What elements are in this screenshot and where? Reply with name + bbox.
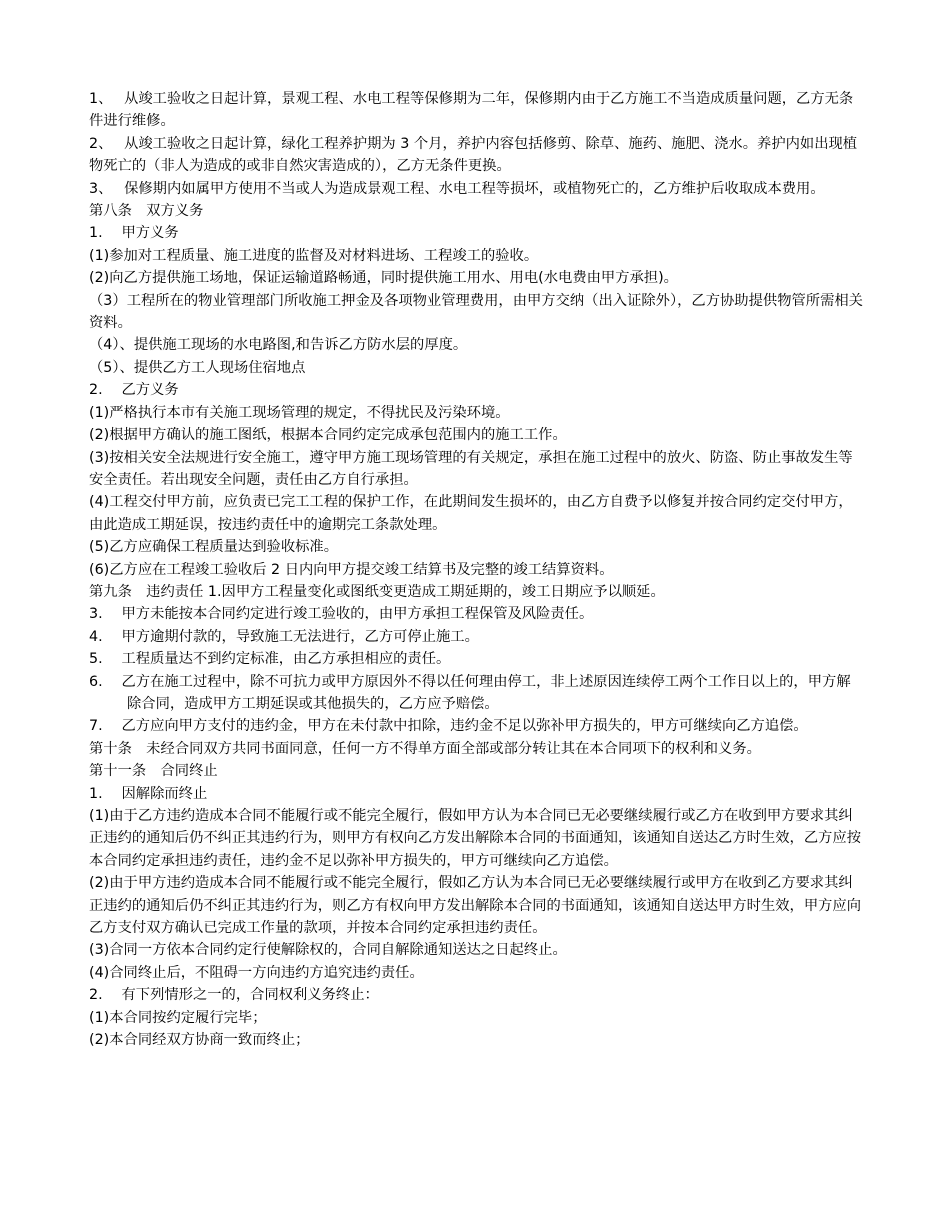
party-b-item-1: (1)严格执行本市有关施工现场管理的规定，不得扰民及污染环境。 xyxy=(89,404,510,421)
party-b-obligations-heading: 2. 乙方义务 xyxy=(89,382,179,399)
party-b-item-5: (5)乙方应确保工程质量达到验收标准。 xyxy=(89,539,338,556)
party-b-item-2: (2)根据甲方确认的施工图纸，根据本合同约定完成承包范围内的施工工作。 xyxy=(89,427,567,444)
termination-item-1: (1)由于乙方违约造成本合同不能履行或不能完全履行，假如甲方认为本合同已无必要继续履行或乙方在收到甲方要求其纠正违约的通知后仍不纠正其违约行为，则甲方有权向乙方发出解除本合同的书面通知，该通知自送达乙方时生效，乙方应按本合同约定承担违约责任，违约金不足以弥补甲方损失的，甲方可继续向乙方追偿。 xyxy=(89,808,862,869)
paragraph-warranty-2: 2、 从竣工验收之日起计算，绿化工程养护期为 3 个月，养护内容包括修剪、除草、施药、施肥、浇水。养护内如出现植物死亡的（非人为造成的或非自然灾害造成的），乙方无条件更换。 xyxy=(89,135,858,175)
article-9-heading: 第九条 违约责任 1.因甲方工程量变化或图纸变更造成工期延期的，竣工日期应予以顺延。 xyxy=(89,583,665,600)
liability-item-6: 6. 乙方在施工过程中，除不可抗力或甲方原因外不得以任何理由停工，非上述原因连续停工两个工作日以上的，甲方解除合同，造成甲方工期延误或其他损失的，乙方应予赔偿。 xyxy=(89,673,851,712)
party-b-item-4: (4)工程交付甲方前，应负责已完工工程的保护工作，在此期间发生损坏的，由乙方自费予以修复并按合同约定交付甲方，由此造成工期延误，按违约责任中的逾期完工条款处理。 xyxy=(89,494,853,533)
termination-item-4: (4)合同终止后，不阻碍一方向违约方追究违约责任。 xyxy=(89,964,424,981)
party-a-item-3: （3）工程所在的物业管理部门所收施工押金及各项物业管理费用，由甲方交纳（出入证除外），乙方协助提供物管所需相关资料。 xyxy=(89,292,863,332)
termination-conditions-heading: 2. 有下列情形之一的，合同权利义务终止： xyxy=(89,987,379,1004)
termination-by-rescission-heading: 1. 因解除而终止 xyxy=(89,785,208,802)
liability-item-5: 5. 工程质量达不到约定标准，由乙方承担相应的责任。 xyxy=(89,651,451,668)
party-a-item-1: (1)参加对工程质量、施工进度的监督及对材料进场、工程竣工的验收。 xyxy=(89,247,539,264)
party-a-item-2: (2)向乙方提供施工场地，保证运输道路畅通，同时提供施工用水、用电(水电费由甲方承担)。 xyxy=(89,270,678,287)
article-8-heading: 第八条 双方义务 xyxy=(89,203,204,220)
liability-item-4: 4. 甲方逾期付款的，导致施工无法进行，乙方可停止施工。 xyxy=(89,628,479,645)
termination-item-2: (2)由于甲方违约造成本合同不能履行或不能完全履行，假如乙方认为本合同已无必要继续履行或甲方在收到乙方要求其纠正违约的通知后仍不纠正其违约行为，则乙方有权向甲方发出解除本合同的书面通知，该通知自送达甲方时生效，甲方应向乙方支付双方确认已完成工作量的款项，并按本合同约定承担违约责任。 xyxy=(89,875,862,937)
document-body xyxy=(89,88,864,1051)
party-b-item-6: (6)乙方应在工程竣工验收后 2 日内向甲方提交竣工结算书及完整的竣工结算资料。 xyxy=(89,561,614,578)
article-11-heading: 第十一条 合同终止 xyxy=(89,763,218,780)
article-10: 第十条 未经合同双方共同书面同意，任何一方不得单方面全部或部分转让其在本合同项下的权利和义务。 xyxy=(89,740,761,757)
party-a-item-4: （4）、提供施工现场的水电路图,和告诉乙方防水层的厚度。 xyxy=(89,337,468,354)
party-b-item-3: (3)按相关安全法规进行安全施工，遵守甲方施工现场管理的有关规定，承担在施工过程中的放火、防盗、防止事故发生等安全责任。若出现安全问题，责任由乙方自行承担。 xyxy=(89,449,853,488)
paragraph-warranty-1: 1、 从竣工验收之日起计算，景观工程、水电工程等保修期为二年，保修期内由于乙方施工不当造成质量问题，乙方无条件进行维修。 xyxy=(89,91,854,130)
termination-condition-2: (2)本合同经双方协商一致而终止； xyxy=(89,1032,310,1049)
liability-item-3: 3. 甲方未能按本合同约定进行竣工验收的，由甲方承担工程保管及风险责任。 xyxy=(89,606,594,623)
termination-condition-1: (1)本合同按约定履行完毕； xyxy=(89,1009,267,1026)
paragraph-warranty-3: 3、 保修期内如属甲方使用不当或人为造成景观工程、水电工程等损坏，或植物死亡的，乙方维护后收取成本费用。 xyxy=(89,180,825,197)
party-a-obligations-heading: 1. 甲方义务 xyxy=(89,225,179,242)
liability-item-7: 7. 乙方应向甲方支付的违约金，甲方在未付款中扣除，违约金不足以弥补甲方损失的，甲方可继续向乙方追偿。 xyxy=(89,718,808,735)
party-a-item-5: （5）、提供乙方工人现场住宿地点 xyxy=(89,359,306,376)
termination-item-3: (3)合同一方依本合同约定行使解除权的，合同自解除通知送达之日起终止。 xyxy=(89,942,567,959)
